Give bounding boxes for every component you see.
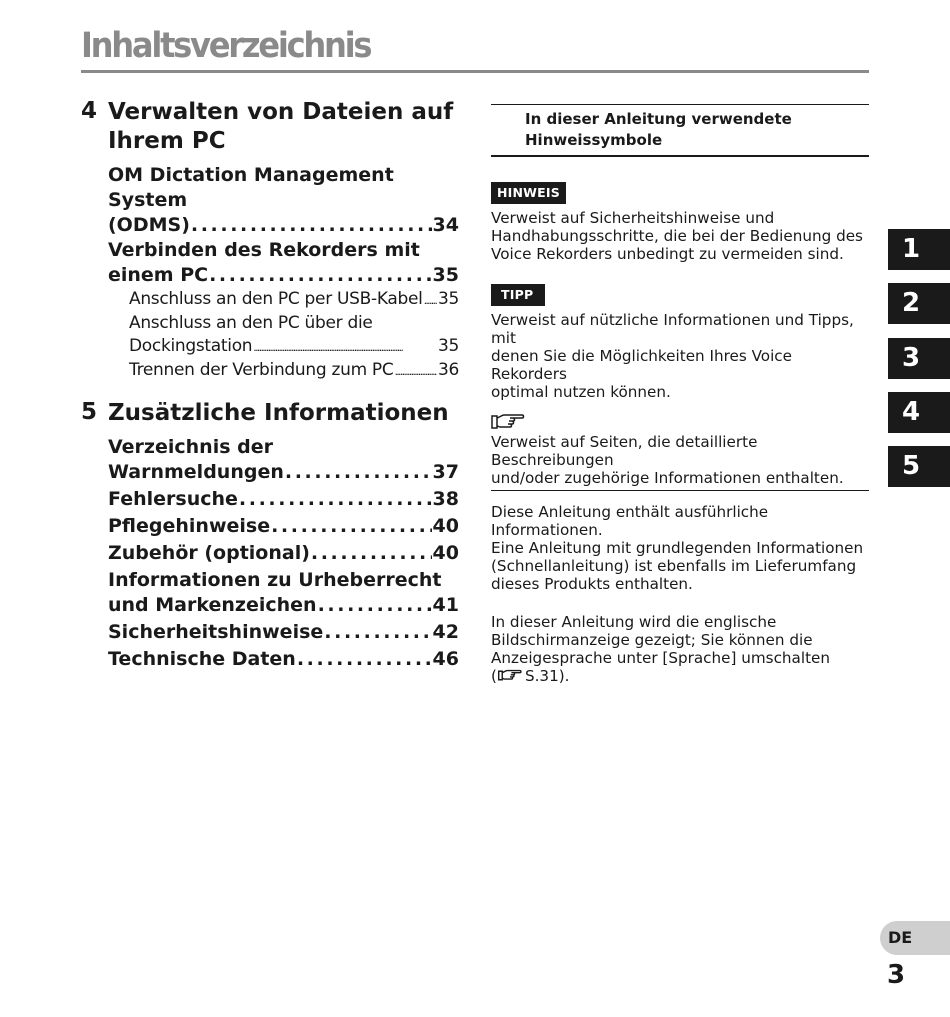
toc-entry-text: und Markenzeichen	[108, 594, 317, 616]
text-line: Eine Anleitung mit grundlegenden Informationen	[491, 538, 864, 557]
toc-entry-text: Informationen zu Urheberrecht	[108, 569, 442, 591]
toc-page-number: 35	[437, 336, 459, 356]
info-paragraph	[491, 503, 869, 593]
text-line: Verweist auf Seiten, die detaillierte Beschreibungen	[491, 432, 758, 469]
toc-entry-text: Anschluss an den PC über die	[129, 313, 373, 333]
paren: (	[491, 666, 497, 685]
chapter-4	[81, 98, 459, 156]
toc-entry-technical-data[interactable]	[108, 647, 459, 672]
text-line: dieses Produkts enthalten.	[491, 574, 693, 593]
text-line: Bildschirmanzeige gezeigt; Sie können die	[491, 630, 813, 649]
text-line: (Schnellanleitung) ist ebenfalls im Lieferumfang	[491, 556, 857, 575]
toc-entry-care[interactable]	[108, 514, 459, 539]
toc-entry-accessories[interactable]	[108, 541, 459, 566]
text-line: Anzeigesprache unter [Sprache] umschalten	[491, 648, 830, 667]
page-title: Inhaltsverzeichnis	[81, 26, 371, 66]
toc-entry-text: Trennen der Verbindung zum PC	[129, 360, 394, 380]
chapter-tab-4[interactable]: 4	[888, 392, 950, 433]
chapter-tab-5[interactable]: 5	[888, 446, 950, 487]
toc-entry-text: Anschluss an den PC per USB-Kabel	[129, 289, 423, 309]
hinweis-description	[491, 209, 869, 263]
text-line: Voice Rekorders unbedingt zu vermeiden sind.	[491, 244, 844, 263]
pointing-hand-icon	[491, 413, 869, 433]
text-line: und/oder zugehörige Informationen enthalten.	[491, 468, 844, 487]
chapter-5	[81, 399, 459, 428]
toc-page-number: 38	[432, 488, 459, 510]
text-line: In dieser Anleitung wird die englische	[491, 612, 777, 631]
toc-entry-safety[interactable]	[108, 620, 459, 645]
chapter-number: 4	[81, 98, 98, 124]
toc-entry-text: OM Dictation Management System	[108, 164, 394, 211]
page-number: 3	[887, 960, 905, 990]
toc-entry-connect-recorder[interactable]	[108, 238, 459, 288]
toc-entry-text: Dockingstation	[129, 336, 253, 356]
chapter-title: Zusätzliche Informationen	[108, 400, 449, 426]
toc-subentry-usb[interactable]	[129, 288, 459, 312]
toc-page-number: 40	[432, 542, 459, 564]
page-ref-text: S.31).	[524, 666, 570, 685]
toc-page-number: 46	[432, 648, 459, 670]
toc-entry-warnings[interactable]	[108, 435, 459, 485]
toc-page-number: 36	[437, 360, 459, 380]
toc-entry-text: Zubehör (optional)	[108, 542, 310, 564]
toc-entry-text: Technische Daten	[108, 648, 296, 670]
chapter-title-line: Ihrem PC	[108, 128, 226, 154]
text-line: Handhabungsschritte, die bei der Bedienung des	[491, 226, 863, 245]
reference-description	[491, 433, 869, 487]
text-line: denen Sie die Möglichkeiten Ihres Voice Rekorders	[491, 346, 793, 383]
toc-entry-troubleshooting[interactable]	[108, 487, 459, 512]
toc-page-number: 37	[432, 461, 459, 483]
chapter-number: 5	[81, 399, 98, 425]
toc-page-number: 35	[437, 289, 459, 309]
title-rule	[81, 70, 869, 73]
chapter-tab-2[interactable]: 2	[888, 283, 950, 324]
toc-entry-text: Warnmeldungen	[108, 461, 284, 483]
toc-subentry-disconnect[interactable]	[129, 359, 459, 383]
toc-entry-text: (ODMS)	[108, 214, 190, 236]
chapter-tab-1[interactable]: 1	[888, 229, 950, 270]
chapter-title	[108, 98, 459, 156]
symbols-heading-line: Hinweissymbole	[525, 131, 663, 149]
tipp-description	[491, 311, 869, 401]
table-of-contents	[81, 98, 459, 672]
hinweis-label: HINWEIS	[491, 182, 566, 204]
chapter-title-line: Verwalten von Dateien auf	[108, 99, 454, 125]
toc-entry-text: Verbinden des Rekorders mit	[108, 239, 420, 261]
pointing-hand-icon	[498, 669, 522, 682]
toc-page-number: 41	[432, 594, 459, 616]
toc-subentry-dockingstation[interactable]	[129, 312, 459, 359]
toc-page-number: 40	[432, 515, 459, 537]
page-reference[interactable]	[491, 667, 869, 685]
tipp-label: TIPP	[491, 284, 545, 306]
toc-page-number: 34	[432, 214, 459, 236]
text-line: Verweist auf nützliche Informationen und Tipps, mit	[491, 310, 854, 347]
toc-entry-text: Pflegehinweise	[108, 515, 271, 537]
text-line: optimal nutzen können.	[491, 382, 671, 401]
toc-entry-copyright[interactable]	[108, 568, 459, 618]
chapter-tab-3[interactable]: 3	[888, 338, 950, 379]
symbols-box	[491, 104, 869, 685]
toc-entry-text: Sicherheitshinweise	[108, 621, 324, 643]
toc-entry-odms[interactable]	[108, 163, 459, 238]
symbols-heading	[491, 105, 869, 155]
text-line: Verweist auf Sicherheitshinweise und	[491, 208, 775, 227]
toc-entry-text: Fehlersuche	[108, 488, 238, 510]
text-line: Diese Anleitung enthält ausführliche Informationen.	[491, 502, 769, 539]
language-paragraph	[491, 613, 869, 685]
toc-page-number: 42	[432, 621, 459, 643]
language-tab: DE	[880, 921, 950, 955]
toc-entry-text: einem PC	[108, 264, 209, 286]
toc-page-number: 35	[432, 264, 459, 286]
toc-entry-text: Verzeichnis der	[108, 436, 273, 458]
symbols-heading-line: In dieser Anleitung verwendete	[525, 110, 792, 128]
